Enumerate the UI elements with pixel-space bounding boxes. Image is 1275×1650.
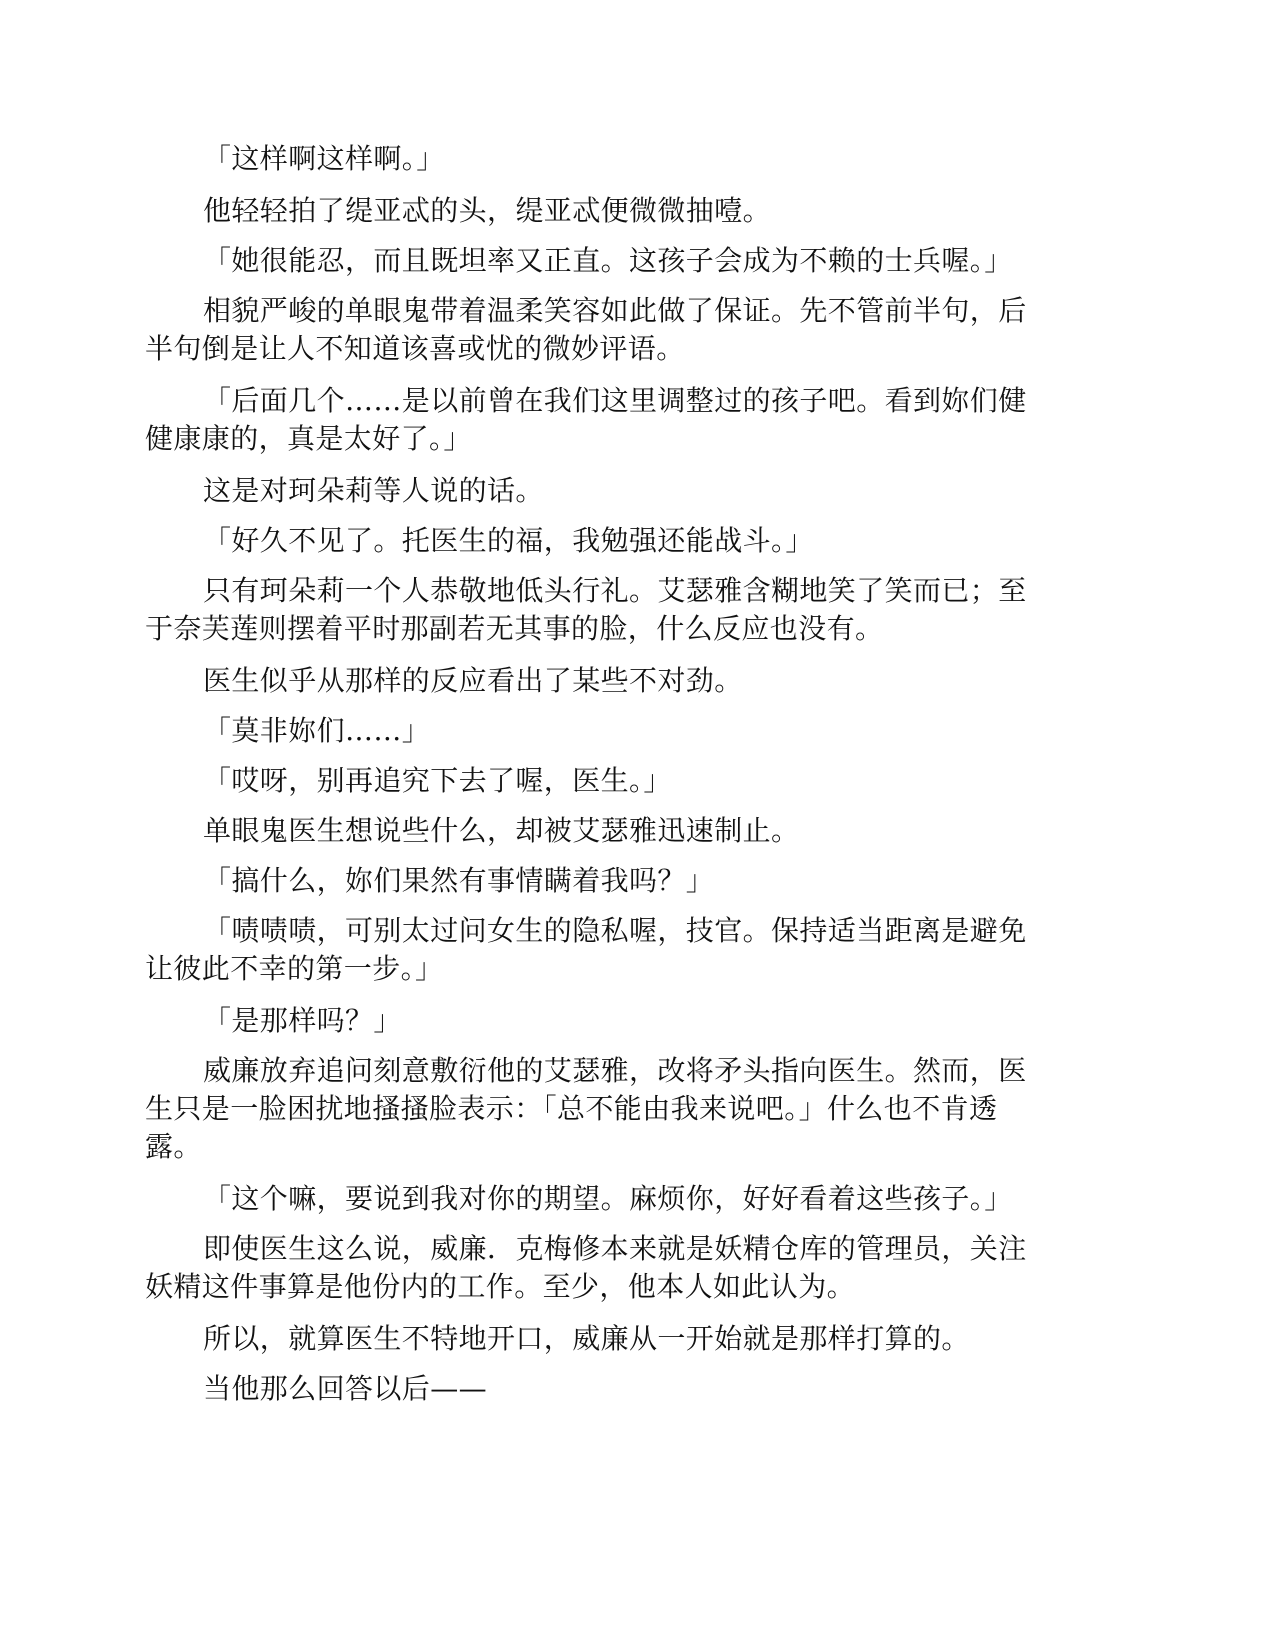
text-line: 这是对珂朵莉等人说的话。: [203, 474, 544, 507]
text-line: 他轻轻拍了缇亚忒的头，缇亚忒便微微抽噎。: [203, 194, 772, 227]
text-line: 只有珂朵莉一个人恭敬地低头行礼。艾瑟雅含糊地笑了笑而已；至: [203, 574, 1027, 607]
text-line: 于奈芙莲则摆着平时那副若无其事的脸，什么反应也没有。: [145, 612, 884, 645]
text-line: 威廉放弃追问刻意敷衍他的艾瑟雅，改将矛头指向医生。然而，医: [203, 1054, 1027, 1087]
text-line: 即使医生这么说，威廉．克梅修本来就是妖精仓库的管理员，关注: [203, 1232, 1027, 1265]
text-line: 「哎呀，别再追究下去了喔，医生。」: [203, 764, 672, 797]
text-line: 「莫非妳们……」: [203, 714, 431, 747]
text-line: 半句倒是让人不知道该喜或忧的微妙评语。: [145, 332, 685, 365]
text-line: 单眼鬼医生想说些什么，却被艾瑟雅迅速制止。: [203, 814, 800, 847]
text-line: 「这个嘛，要说到我对你的期望。麻烦你，好好看着这些孩子。」: [203, 1182, 1013, 1215]
text-line: 「后面几个……是以前曾在我们这里调整过的孩子吧。看到妳们健: [203, 384, 1027, 417]
text-line: 相貌严峻的单眼鬼带着温柔笑容如此做了保证。先不管前半句，后: [203, 294, 1027, 327]
text-line: 让彼此不幸的第一步。」: [145, 952, 444, 985]
text-line: 「啧啧啧，可别太过问女生的隐私喔，技官。保持适当距离是避免: [203, 914, 1027, 947]
text-line: 「是那样吗？」: [203, 1004, 402, 1037]
text-line: 当他那么回答以后——: [203, 1372, 488, 1405]
text-line: 露。: [145, 1130, 202, 1163]
text-line: 妖精这件事算是他份内的工作。至少，他本人如此认为。: [145, 1270, 856, 1303]
text-line: 所以，就算医生不特地开口，威廉从一开始就是那样打算的。: [203, 1322, 970, 1355]
text-line: 健康康的，真是太好了。」: [145, 422, 472, 455]
text-line: 「好久不见了。托医生的福，我勉强还能战斗。」: [203, 524, 814, 557]
text-line: 生只是一脸困扰地搔搔脸表示：「总不能由我来说吧。」什么也不肯透: [145, 1092, 998, 1125]
text-line: 「搞什么，妳们果然有事情瞒着我吗？」: [203, 864, 715, 897]
text-line: 「这样啊这样啊。」: [203, 142, 445, 175]
text-line: 「她很能忍，而且既坦率又正直。这孩子会成为不赖的士兵喔。」: [203, 244, 1013, 277]
text-line: 医生似乎从那样的反应看出了某些不对劲。: [203, 664, 743, 697]
